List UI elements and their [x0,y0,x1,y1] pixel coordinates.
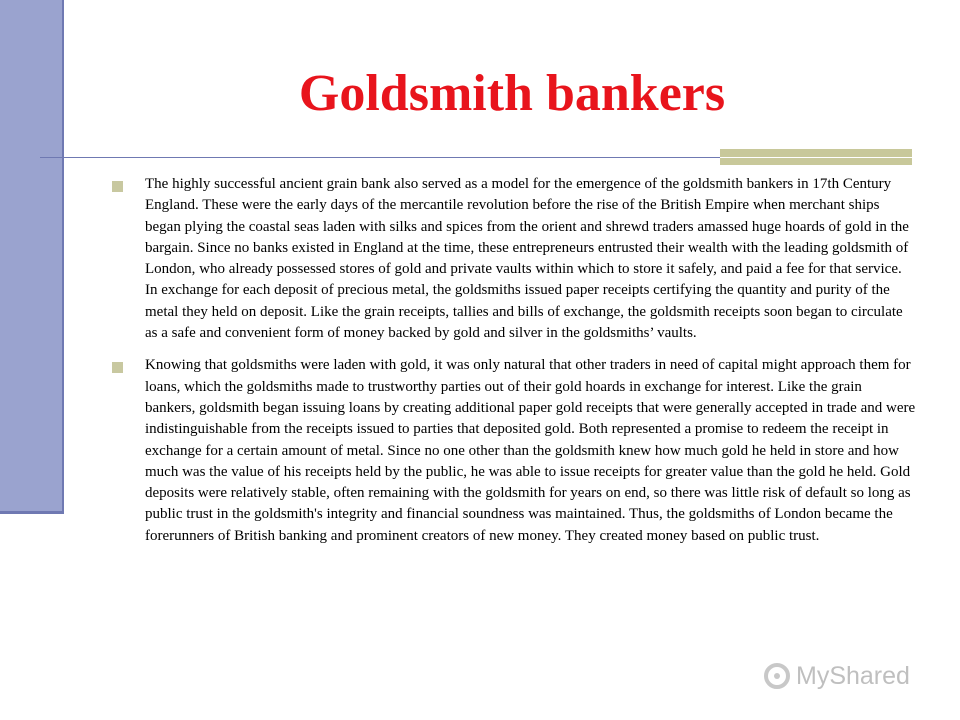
square-bullet-icon [112,181,123,192]
title-divider-accent [720,149,912,165]
myshared-logo-icon [764,663,790,689]
watermark [764,658,910,694]
slide-body [106,174,916,558]
slide-title: Goldsmith bankers [298,65,726,122]
square-bullet-icon [112,362,123,373]
bullet-text: The highly successful ancient grain bank also served as a model for the emergence of the goldsmith bankers in 17th Century England. These were the early days of the mercantile revolution before the rise of the British Empire when merchant ships began plying the coastal seas laden with silks and spices from the orient and shrewd traders amassed huge hoards of gold in the bargain. Since no banks existed in England at the time, these entrepreneurs entrusted their wealth with the leading goldsmith of London, who already possessed stores of gold and private vaults within which to store it safely, and paid a fee for that service. In exchange for each deposit of precious metal, the goldsmiths issued paper receipts certifying the quantity and purity of the metal they held on deposit. Like the grain receipts, tallies and bills of exchange, the goldsmith receipts soon began to circulate as a safe and convenient form of money backed by gold and silver in the goldsmiths’ vaults. [145,176,909,342]
decorative-sidebar [0,0,64,514]
watermark-text: MyShared [796,661,910,690]
bullet-item [106,355,916,547]
bullet-item [106,174,916,344]
bullet-text: Knowing that goldsmiths were laden with gold, it was only natural that other traders in need of capital might approach them for loans, which the goldsmiths made to trustworthy parties out of their gold hoards in exchange for interest. Like the grain bankers, goldsmith began issuing loans by creating additional paper gold receipts that were generally accepted in trade and were indistinguishable from the receipts issued to parties that deposited gold. Both represented a promise to redeem the receipt in exchange for a certain amount of metal. Since no one other than the goldsmith knew how much gold he held in store and how much was the value of his receipts held by the public, he was able to issue receipts for greater value than the gold he held. Gold deposits were relatively stable, often remaining with the goldsmith for years on end, so there was little risk of default so long as public trust in the goldsmith's integrity and financial soundness was maintained. Thus, the goldsmiths of London became the forerunners of British banking and prominent creators of new money. They created money based on public trust. [145,357,916,544]
